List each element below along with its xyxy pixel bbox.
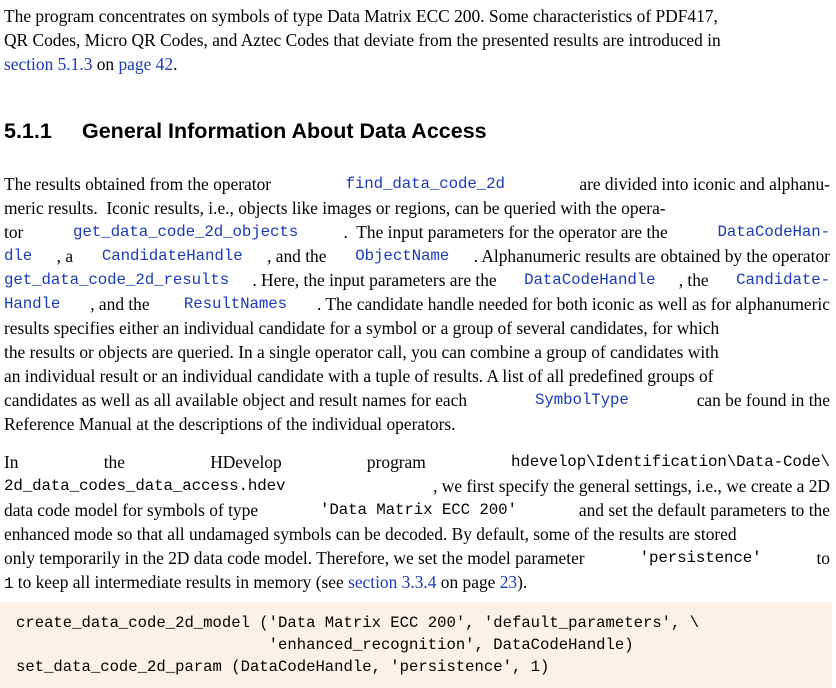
p1-line-6: Handle , and the ResultNames . The candidate handle needed for both iconic as well as for alphanumeric [4,294,830,314]
parameter-link[interactable]: DataCodeHandle [524,271,656,289]
operator-link[interactable]: get_data_code_2d_objects [73,223,299,241]
program-path: hdevelop\Identification\Data-Code\ [511,453,830,471]
section-heading [4,116,487,146]
parameter-link[interactable]: Handle [4,295,61,313]
parameter-link[interactable]: ObjectName [355,247,450,265]
parameter-link[interactable]: Candidate- [736,271,830,289]
symbol-type-value: 'Data Matrix ECC 200' [319,501,517,519]
section-link[interactable]: section 5.1.3 [4,54,93,74]
p1-line-7: results specifies either an individual candidate for a symbol or a group of several candidates, for which [4,318,720,338]
p1-line-10: candidates as well as all available object and result names for each SymbolType can be found in the [4,390,830,410]
intro-line-2: QR Codes, Micro QR Codes, and Aztec Codes that deviate from the presented results are introduced in [4,30,721,50]
parameter-link[interactable]: CandidateHandle [101,247,243,265]
p1-line-11: Reference Manual at the descriptions of the individual operators. [4,414,456,434]
parameter-value: 'persistence' [639,549,762,567]
p1-line-1: The results obtained from the operator find_data_code_2d are divided into iconic and alphanu- [4,174,830,194]
parameter-link[interactable]: SymbolType [534,391,629,409]
p2-line-1: In the HDevelop program hdevelop\Identification\Data-Code\ [4,452,830,472]
section-link[interactable]: section 3.3.4 [348,572,437,592]
code-line-1: create_data_code_2d_model ('Data Matrix ECC 200', 'default_parameters', \ [16,614,700,632]
p2-line-3: data code model for symbols of type 'Data Matrix ECC 200' and set the default parameters to the [4,500,830,520]
operator-link[interactable]: get_data_code_2d_results [4,271,230,289]
intro-line-1: The program concentrates on symbols of type Data Matrix ECC 200. Some characteristics of PDF417, [4,6,718,26]
intro-line-3: section 5.1.3 on page 42. [4,54,178,74]
code-line-3: set_data_code_2d_param (DataCodeHandle, 'persistence', 1) [16,658,550,676]
code-line-2: 'enhanced_recognition', DataCodeHandle) [16,636,634,654]
p2-line-2: 2d_data_codes_data_access.hdev , we first specify the general settings, i.e., we create a 2D [4,476,830,496]
program-file: 2d_data_codes_data_access.hdev [4,477,286,495]
p1-line-4: dle , a CandidateHandle , and the ObjectName . Alphanumeric results are obtained by the operator [4,246,830,266]
p1-line-5: get_data_code_2d_results . Here, the input parameters are the DataCodeHandle , the Candidate- [4,270,830,290]
code-listing [0,602,832,688]
page-link[interactable]: 23 [499,572,518,592]
page-link[interactable]: page 42 [118,54,174,74]
parameter-link[interactable]: ResultNames [183,295,288,313]
p2-line-6: 1 to keep all intermediate results in memory (see section 3.3.4 on page 23). [4,572,528,593]
p1-line-8: the results or objects are queried. In a single operator call, you can combine a group of candidates with [4,342,719,362]
p2-line-5: only temporarily in the 2D data code model. Therefore, we set the model parameter 'persistence' to [4,548,830,568]
p2-line-4: enhanced mode so that all undamaged symbols can be decoded. By default, some of the results are stored [4,524,737,544]
parameter-link[interactable]: DataCodeHan- [717,223,830,241]
p1-line-2: meric results. Iconic results, i.e., objects like images or regions, can be queried with the opera- [4,198,666,218]
p1-line-9: an individual result or an individual candidate with a tuple of results. A list of all predefined groups of [4,366,714,386]
operator-link[interactable]: find_data_code_2d [345,175,505,193]
p1-line-3: tor get_data_code_2d_objects . The input parameters for the operator are the DataCodeHan- [4,222,830,242]
parameter-link[interactable]: dle [4,247,33,265]
section-number: 5.1.1 [4,119,52,143]
section-title: General Information About Data Access [82,119,487,143]
